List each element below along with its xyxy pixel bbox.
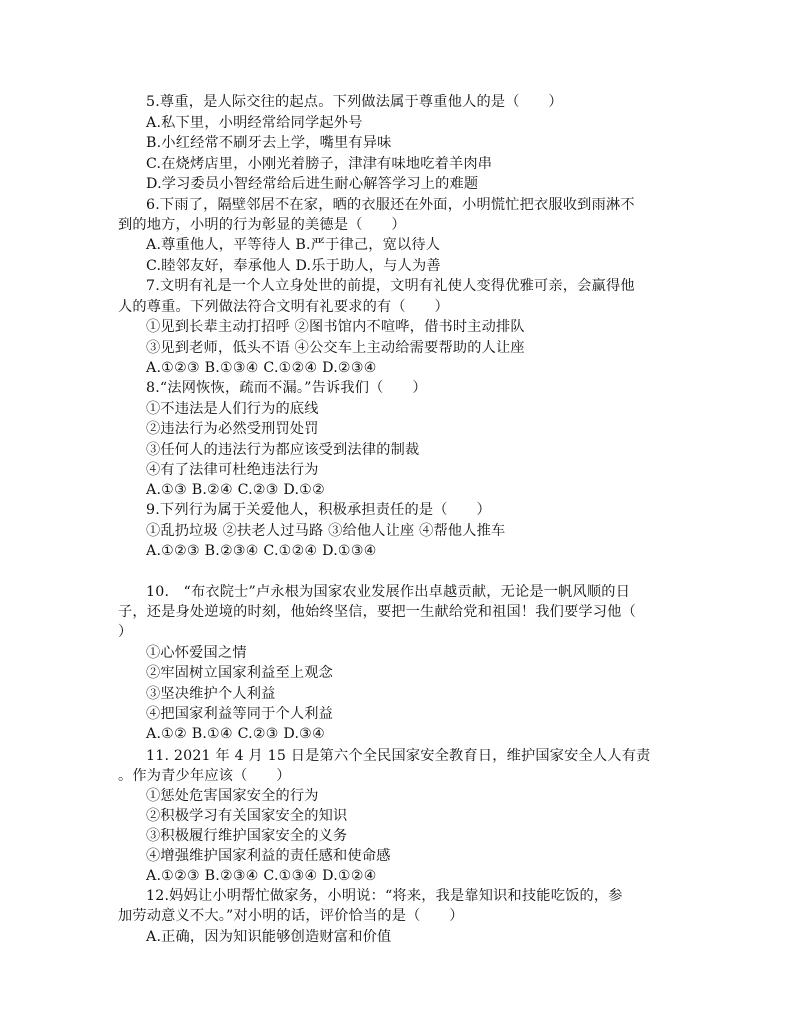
question-10-item-3: ③坚决维护个人利益 [146,686,276,702]
question-7-items-12: ①见到长辈主动打招呼 ②图书馆内不喧哗，借书时主动排队 [146,319,525,335]
question-5-option-c: C.在烧烤店里，小刚光着膀子，津津有味地吃着羊肉串 [146,156,493,172]
question-8-item-1: ①不违法是人们行为的底线 [146,401,319,417]
question-7-items-34: ③见到老师，低头不语 ④公交车上主动给需要帮助的人让座 [146,340,525,356]
question-8-stem: 8.“法网恢恢，疏而不漏。”告诉我们（ ） [146,380,427,396]
question-8-choices: A.①③ B.②④ C.②③ D.①② [146,482,326,498]
question-6-options-cd: C.睦邻友好，奉承他人 D.乐于助人，与人为善 [146,258,441,274]
question-10-item-1: ①心怀爱国之情 [146,645,247,661]
question-11-stem-cont: 。作为青少年应该（ ） [118,768,291,784]
question-5-option-b: B.小红经常不刷牙去上学，嘴里有异味 [146,135,392,151]
question-11-item-1: ①惩处危害国家安全的行为 [146,788,319,804]
question-12-option-a: A.正确，因为知识能够创造财富和价值 [146,929,392,945]
question-11-choices: A.①②③ B.②③④ C.①③④ D.①②④ [146,868,377,884]
question-12-stem: 12.妈妈让小明帮忙做家务，小明说：“将来，我是靠知识和技能吃饭的，参 [146,888,623,904]
question-11-item-4: ④增强维护国家利益的责任感和使命感 [146,848,391,864]
question-11-stem: 11. 2021 年 4 月 15 日是第六个全民国家安全教育日，维护国家安全人人有责 [146,748,651,764]
question-7-stem: 7.文明有礼是一个人立身处世的前提，文明有礼使人变得优雅可亲，会赢得他 [146,278,635,294]
question-10-stem: 10. “布衣院士”卢永根为国家农业发展作出卓越贡献，无论是一帆风顺的日 [146,584,631,600]
question-6-stem: 6.下雨了，隔壁邻居不在家，晒的衣服还在外面，小明慌忙把衣服收到雨淋不 [146,197,635,213]
question-8-item-2: ②违法行为必然受刑罚处罚 [146,421,319,437]
question-6-options-ab: A.尊重他人，平等待人 B.严于律己，宽以待人 [146,237,441,253]
question-9-choices: A.①②③ B.②③④ C.①②④ D.①③④ [146,543,377,559]
question-10-choices: A.①② B.①④ C.②③ D.③④ [146,726,326,742]
question-11-item-3: ③积极履行维护国家安全的义务 [146,828,348,844]
question-8-item-3: ③任何人的违法行为都应该受到法律的制裁 [146,442,420,458]
question-12-stem-cont: 加劳动意义不大。”对小明的话，评价恰当的是（ ） [118,908,464,924]
question-6-stem-cont: 到的地方，小明的行为彰显的美德是（ ） [118,217,406,233]
question-11-item-2: ②积极学习有关国家安全的知识 [146,808,348,824]
question-8-item-4: ④有了法律可杜绝违法行为 [146,462,319,478]
question-5-option-a: A.私下里，小明经常给同学起外号 [146,115,363,131]
question-5-stem: 5.尊重，是人际交往的起点。下列做法属于尊重他人的是（ ） [146,94,563,110]
question-10-item-2: ②牢固树立国家利益至上观念 [146,665,334,681]
question-9-stem: 9.下列行为属于关爱他人，积极承担责任的是（ ） [146,502,491,518]
question-7-stem-cont: 人的尊重。下列做法符合文明有礼要求的有（ ） [118,299,449,315]
question-7-choices: A.①②③ B.①③④ C.①②④ D.②③④ [146,360,377,376]
question-10-stem-cont: 子，还是身处逆境的时刻，他始终坚信，要把一生献给党和祖国！我们要学习他（ [118,604,636,620]
question-5-option-d: D.学习委员小智经常给后进生耐心解答学习上的难题 [146,176,479,192]
question-9-items: ①乱扔垃圾 ②扶老人过马路 ③给他人让座 ④帮他人推车 [146,523,506,539]
question-10-item-4: ④把国家利益等同于个人利益 [146,706,334,722]
question-10-stem-close: ） [118,624,133,640]
